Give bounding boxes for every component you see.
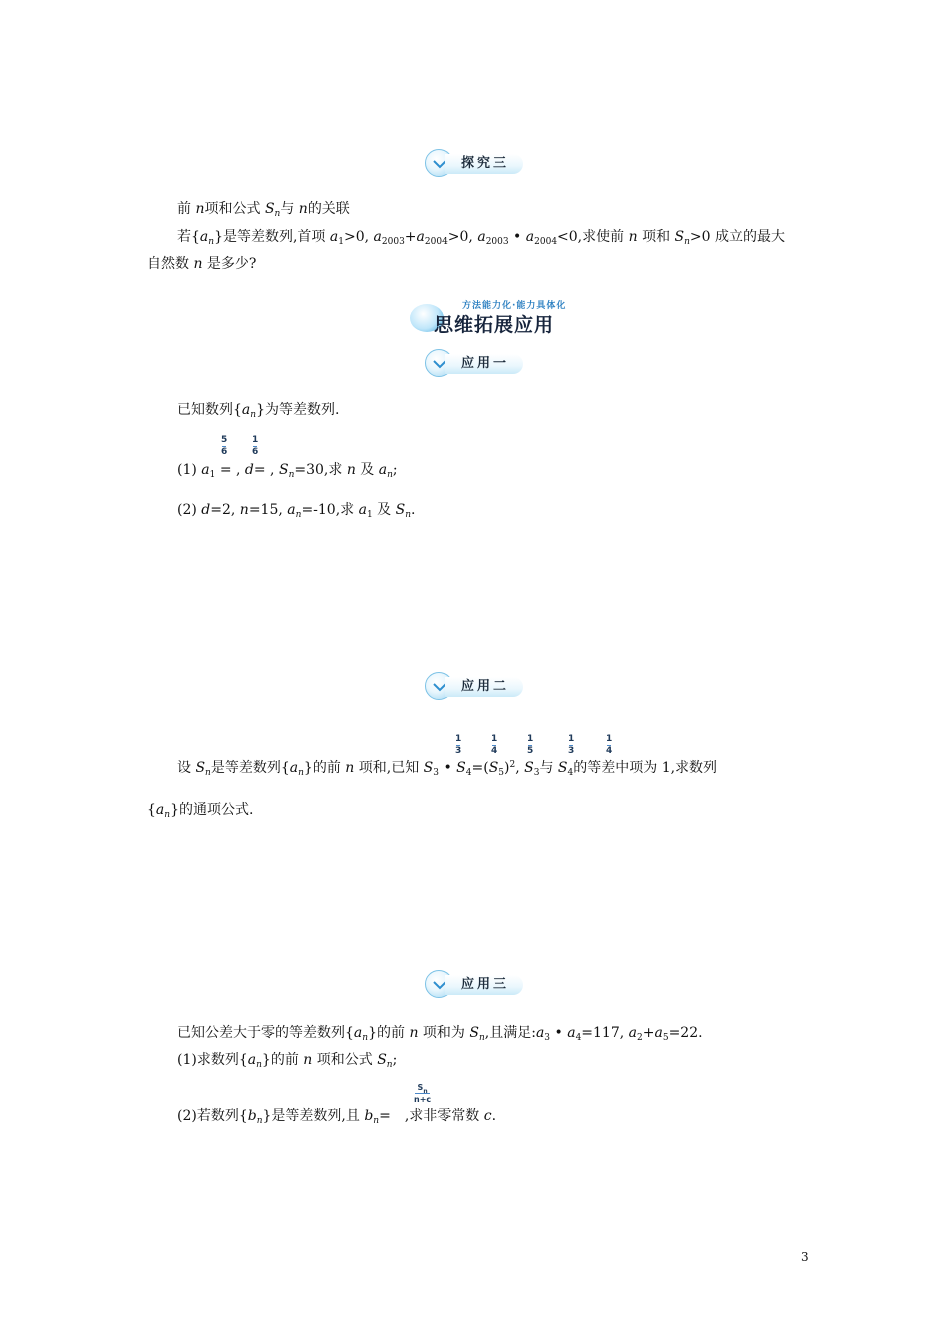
explore3-problem-line1: 若$\{a_n\}$是等差数列,首项 $a_1>0$, $a_{2003}+a_{2004}>0$, $a_{2003}$ • $a_{2004}<0$,求使前 n 项和 $S_n>0$ 成立的最大 xyxy=(177,229,786,247)
badge-label: 应用一 xyxy=(461,356,510,371)
app2-problem-line2: $\{a_n\}$的通项公式. xyxy=(147,802,254,820)
explore3-topic: 前 n项和公式 $S_n$与 n的关联 xyxy=(177,201,350,219)
section-badge-app2 xyxy=(425,672,525,702)
fraction-one-third: 1 3 xyxy=(455,734,462,756)
fraction-sn-over-n-plus-c: $S_n$ n+c xyxy=(414,1083,432,1104)
section-badge-app1 xyxy=(425,349,525,379)
app1-question1: (1) $a_1$ = , d= , $S_n=30$,求 n 及 $a_n$; xyxy=(177,462,398,480)
app3-intro: 已知公差大于零的等差数列$\{a_n\}$的前 n 项和为 $S_n$,且满足$:a_3$ • $a_4=117$, $a_2+a_5=22$. xyxy=(177,1025,703,1043)
section-banner xyxy=(410,296,590,340)
app3-question1: (1)求数列$\{a_n\}$的前 n 项和公式 $S_n$; xyxy=(177,1052,398,1070)
app1-question2: (2) d=2, n=15, $a_n=-10$,求 $a_1$ 及 $S_n$. xyxy=(177,502,416,520)
fraction-a1: 5 6 xyxy=(221,435,228,457)
badge-label: 探究三 xyxy=(461,156,510,171)
app1-intro: 已知数列$\{a_n\}$为等差数列. xyxy=(177,402,340,420)
section-badge-app3 xyxy=(425,970,525,1000)
banner-subtitle: 方法能力化·能力具体化 xyxy=(462,301,567,311)
banner-title: 思维拓展应用 xyxy=(434,314,555,336)
badge-label: 应用二 xyxy=(461,679,510,694)
page-number: 3 xyxy=(801,1250,809,1264)
fraction-one-quarter: 1 4 xyxy=(491,734,498,756)
fraction-one-third-2: 1 3 xyxy=(568,734,575,756)
badge-label: 应用三 xyxy=(461,977,510,992)
explore3-problem-line2: 自然数 n 是多少? xyxy=(147,256,257,272)
fraction-one-fifth: 1 5 xyxy=(527,734,534,756)
fraction-d: 1 6 xyxy=(252,435,259,457)
fraction-one-quarter-2: 1 4 xyxy=(606,734,613,756)
app2-problem-line1: 设 $S_n$是等差数列$\{a_n\}$的前 n 项和,已知 $S_3$ • $S_4=(S_5)^2$, $S_3$与 $S_4$的等差中项为 1,求数列 xyxy=(177,760,718,778)
section-badge-explore3 xyxy=(425,149,525,179)
app3-question2: (2)若数列$\{b_n\}$是等差数列,且 $b_n=$ ,求非零常数 c. xyxy=(177,1108,497,1126)
